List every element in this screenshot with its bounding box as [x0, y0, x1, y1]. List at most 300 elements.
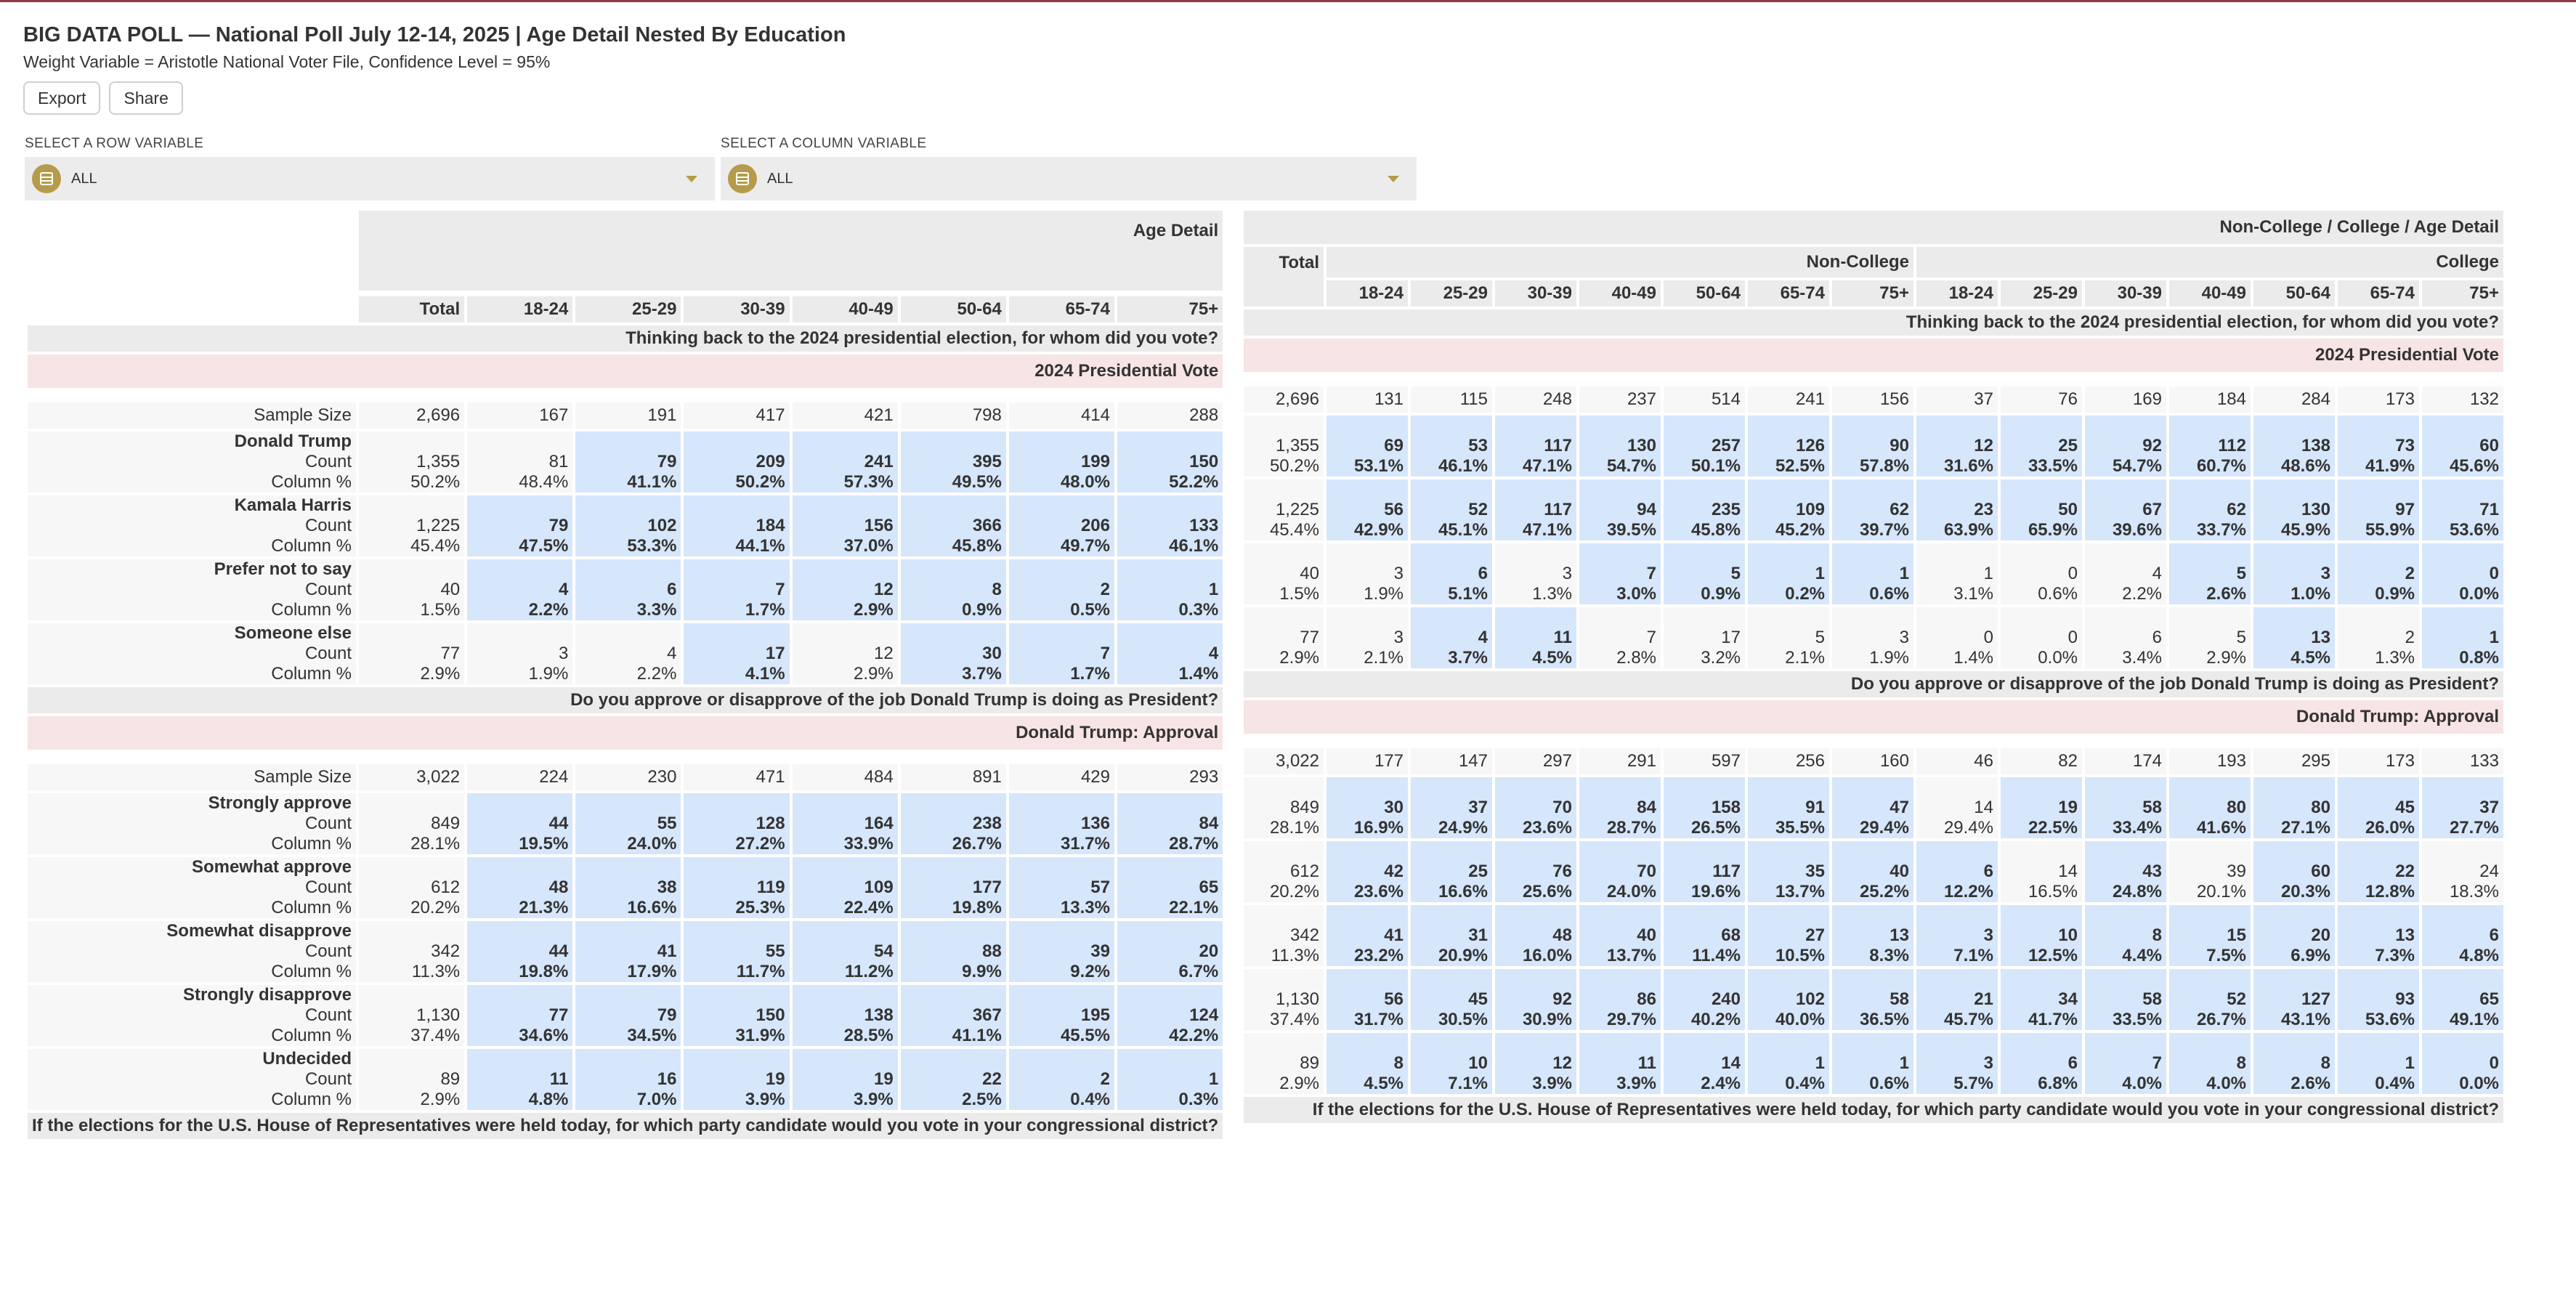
- cell-spacer: [1415, 479, 1488, 500]
- count-value: 257: [1711, 436, 1741, 455]
- column-percent-value: 2.6%: [2206, 584, 2246, 604]
- count-value: 1: [1983, 564, 1993, 583]
- cell-spacer: [2174, 607, 2246, 628]
- data-cell: [2001, 416, 2082, 477]
- cell-spacer: [2258, 777, 2330, 798]
- data-cell: [1327, 1033, 1408, 1094]
- cell-spacer: [2258, 969, 2330, 989]
- data-cell: [1117, 921, 1223, 982]
- data-cell: [1411, 777, 1492, 838]
- count-value: 7: [1100, 644, 1110, 663]
- column-percent-value: 4.0%: [2122, 1074, 2162, 1093]
- data-cell: [575, 921, 681, 982]
- data-cell: [2253, 607, 2335, 668]
- crosstab-education-age-detail: [1241, 208, 2506, 1126]
- data-cell: [1117, 1049, 1223, 1110]
- data-cell: [467, 559, 572, 620]
- data-cell: [793, 559, 898, 620]
- count-label: Count: [304, 878, 352, 897]
- column-percent-value: 3.1%: [1953, 584, 1993, 604]
- count-label: Count: [304, 644, 352, 663]
- data-cell: [2001, 1033, 2082, 1094]
- data-cell: [2169, 841, 2251, 902]
- count-value: 1: [2489, 628, 2499, 647]
- data-cell: [1244, 905, 1324, 966]
- cell-spacer: [2174, 777, 2246, 798]
- column-percent-value: 31.6%: [1943, 456, 1993, 476]
- data-cell: [1495, 1033, 1576, 1094]
- data-cell: [1579, 607, 1661, 668]
- column-percent-value: 27.7%: [2449, 818, 2499, 838]
- count-value: 130: [1627, 436, 1656, 455]
- data-cell: [1411, 543, 1492, 604]
- cell-spacer: [2089, 607, 2162, 628]
- cell-spacer: [1331, 969, 1404, 989]
- column-percent-value: 28.5%: [843, 1026, 894, 1045]
- data-cell: [2253, 777, 2335, 838]
- data-cell: [793, 431, 898, 493]
- count-value: 342: [431, 941, 461, 961]
- column-percent-value: 2.6%: [2291, 1074, 2330, 1093]
- table-list-icon: [32, 164, 61, 193]
- column-percent-value: 41.1%: [627, 472, 677, 492]
- data-cell: [575, 985, 681, 1046]
- data-cell: [2169, 479, 2251, 540]
- cell-spacer: [1584, 1033, 1656, 1053]
- sample-size-cell: 133: [2422, 748, 2503, 774]
- count-value: 39: [1090, 941, 1110, 961]
- count-value: 1,355: [1275, 436, 1319, 455]
- count-value: 77: [1300, 628, 1319, 647]
- count-value: 40: [1637, 925, 1656, 945]
- cell-spacer: [688, 985, 785, 1005]
- share-button[interactable]: Share: [109, 81, 182, 115]
- count-value: 50: [2058, 500, 2078, 519]
- cell-spacer: [363, 857, 460, 878]
- count-value: 81: [548, 452, 569, 471]
- count-value: 1,225: [416, 516, 461, 535]
- column-percent-value: 49.7%: [1060, 536, 1110, 556]
- cell-spacer: [797, 1049, 894, 1069]
- cell-spacer: [1331, 841, 1404, 862]
- data-cell: [1495, 479, 1576, 540]
- data-cell: [1832, 416, 1913, 477]
- column-percent-value: 4.1%: [745, 664, 785, 684]
- count-value: 12: [874, 580, 894, 599]
- column-percent-value: 42.9%: [1353, 520, 1404, 540]
- column-percent-value: 0.6%: [1869, 1074, 1909, 1093]
- data-cell: [1664, 841, 1745, 902]
- data-cell: [1327, 905, 1408, 966]
- sample-size-cell: 421: [793, 402, 898, 429]
- column-percent-value: 9.9%: [962, 962, 1002, 981]
- column-percent-value: 47.5%: [519, 536, 569, 556]
- question-text: If the elections for the U.S. House of Representatives were held today, for which party candidate would you vote in your congressional district?: [1244, 1097, 2503, 1123]
- column-percent-value: 48.0%: [1060, 472, 1110, 492]
- column-percent-value: 49.1%: [2449, 1010, 2499, 1029]
- column-percent-value: 37.4%: [1269, 1010, 1319, 1029]
- count-value: 156: [864, 516, 894, 535]
- cell-spacer: [580, 495, 676, 516]
- column-percent-value: 48.4%: [519, 472, 569, 492]
- cell-spacer: [1331, 416, 1404, 436]
- count-value: 30: [1384, 798, 1404, 817]
- variable-title: 2024 Presidential Vote: [1244, 339, 2503, 372]
- count-value: 16: [657, 1069, 677, 1089]
- cell-spacer: [1122, 985, 1218, 1005]
- data-cell: [2169, 607, 2251, 668]
- data-cell: [2001, 607, 2082, 668]
- column-percent-value: 7.1%: [1953, 946, 1993, 965]
- count-value: 7: [775, 580, 785, 599]
- column-percent-value: 31.9%: [735, 1026, 785, 1045]
- cell-spacer: [1836, 479, 1909, 500]
- column-percent-value: 3.9%: [1532, 1074, 1572, 1093]
- data-cell: [1327, 479, 1408, 540]
- data-cell: [575, 559, 681, 620]
- column-percent-value: 29.4%: [1943, 818, 1993, 838]
- data-cell: [1009, 857, 1114, 918]
- data-cell: [1832, 1033, 1913, 1094]
- count-value: 52: [2227, 989, 2246, 1009]
- column-percent-value: 4.8%: [528, 1090, 569, 1109]
- cell-spacer: [1122, 857, 1218, 878]
- cell-spacer: [1836, 416, 1909, 436]
- data-cell: [2422, 969, 2503, 1030]
- column-variable-value: ALL: [767, 170, 793, 187]
- table-row: [1244, 905, 2503, 966]
- cell-spacer: [1415, 416, 1488, 436]
- count-value: 17: [765, 644, 785, 663]
- cell-spacer: [580, 431, 676, 452]
- column-percent-value: 34.5%: [627, 1026, 677, 1045]
- cell-spacer: [2258, 479, 2330, 500]
- count-value: 35: [1805, 862, 1825, 881]
- column-percent-value: 31.7%: [1060, 834, 1110, 854]
- response-name: Someone else: [234, 623, 352, 643]
- data-cell: [1117, 431, 1223, 493]
- data-cell: [1579, 1033, 1661, 1094]
- data-cell: [2422, 777, 2503, 838]
- data-cell: [2422, 543, 2503, 604]
- data-cell: [359, 623, 464, 684]
- column-percent-value: 42.2%: [1169, 1026, 1219, 1045]
- column-percent-value: 2.2%: [528, 600, 569, 620]
- cell-spacer: [1013, 793, 1110, 814]
- count-value: 8: [2236, 1053, 2246, 1073]
- row-variable-dropdown[interactable]: [25, 157, 715, 200]
- cell-spacer: [1668, 607, 1741, 628]
- column-percent-value: 19.5%: [519, 834, 569, 854]
- cell-spacer: [2174, 969, 2246, 989]
- data-cell: [359, 431, 464, 493]
- response-label: [28, 1049, 356, 1110]
- table-row: [28, 431, 1223, 493]
- cell-spacer: [1122, 495, 1218, 516]
- sample-size-cell: 230: [575, 764, 681, 790]
- row-spacer: [1244, 737, 2503, 745]
- count-value: 158: [1711, 798, 1741, 817]
- cell-spacer: [1836, 969, 1909, 989]
- column-percent-value: 47.1%: [1522, 456, 1572, 476]
- column-percent-value: 40.2%: [1690, 1010, 1741, 1029]
- data-cell: [1916, 479, 1998, 540]
- group-header-college: College: [1916, 247, 2503, 277]
- count-value: 62: [2227, 500, 2246, 519]
- cell-spacer: [1584, 543, 1656, 564]
- data-cell: [2338, 777, 2419, 838]
- cell-spacer: [2426, 841, 2499, 862]
- cell-spacer: [1499, 1033, 1572, 1053]
- count-value: 55: [765, 941, 785, 961]
- data-cell: [467, 857, 572, 918]
- column-percent-value: 11.3%: [1271, 946, 1319, 965]
- sample-size-cell: 429: [1009, 764, 1114, 790]
- count-value: 37: [2479, 798, 2499, 817]
- cell-spacer: [1584, 607, 1656, 628]
- count-value: 67: [2142, 500, 2162, 519]
- count-value: 6: [2489, 925, 2499, 945]
- cell-spacer: [1248, 607, 1319, 628]
- column-percent-value: 20.1%: [2196, 882, 2246, 901]
- sample-size-label: Sample Size: [28, 402, 356, 429]
- count-value: 52: [1468, 500, 1488, 519]
- count-value: 4: [558, 580, 569, 599]
- column-percent-value: 26.5%: [1690, 818, 1741, 838]
- column-percent-value: 45.4%: [1269, 520, 1319, 540]
- count-value: 56: [1384, 989, 1404, 1009]
- cell-spacer: [1584, 905, 1656, 925]
- cell-spacer: [1248, 479, 1319, 500]
- cell-spacer: [1921, 841, 1993, 862]
- column-percent-value: 57.8%: [1859, 456, 1909, 476]
- count-value: 206: [1080, 516, 1110, 535]
- row-variable-selector: [25, 135, 715, 200]
- column-header: 30-39: [2085, 280, 2166, 307]
- column-percent-value: 16.9%: [1353, 818, 1404, 838]
- data-cell: [1748, 969, 1829, 1030]
- count-value: 235: [1711, 500, 1741, 519]
- count-value: 97: [2395, 500, 2415, 519]
- cell-spacer: [688, 431, 785, 452]
- column-header: 25-29: [575, 296, 681, 323]
- column-percent-value: 50.1%: [1690, 456, 1741, 476]
- column-header-total: Total: [1244, 247, 1324, 307]
- count-value: 150: [756, 1005, 785, 1025]
- count-value: 93: [2395, 989, 2415, 1009]
- response-label: [28, 431, 356, 493]
- cell-spacer: [1248, 841, 1319, 862]
- data-cell: [1244, 969, 1324, 1030]
- data-cell: [467, 921, 572, 982]
- data-cell: [1664, 905, 1745, 966]
- column-percent-value: 4.0%: [2206, 1074, 2246, 1093]
- count-value: 6: [2067, 1053, 2078, 1073]
- data-cell: [2085, 905, 2166, 966]
- cell-spacer: [2426, 1033, 2499, 1053]
- count-value: 40: [1890, 862, 1909, 881]
- chevron-down-icon: [686, 176, 697, 182]
- count-value: 136: [1080, 814, 1110, 833]
- cell-spacer: [2005, 1033, 2078, 1053]
- column-percent-value: 24.0%: [1606, 882, 1656, 901]
- cell-spacer: [1248, 777, 1319, 798]
- cell-spacer: [688, 793, 785, 814]
- data-cell: [1579, 905, 1661, 966]
- crosstab-age-detail: [25, 208, 1226, 1142]
- cell-spacer: [1668, 543, 1741, 564]
- count-value: 2: [1100, 1069, 1110, 1089]
- count-value: 1: [1899, 564, 1909, 583]
- cell-spacer: [471, 559, 568, 580]
- response-label: [28, 623, 356, 684]
- panel-title: Age Detail: [359, 211, 1223, 291]
- column-percent-value: 45.5%: [1060, 1026, 1110, 1045]
- column-percent-value: 0.0%: [2038, 648, 2078, 668]
- cell-spacer: [688, 495, 785, 516]
- column-percent-value: 60.7%: [2196, 456, 2246, 476]
- count-value: 849: [431, 814, 461, 833]
- count-value: 54: [874, 941, 894, 961]
- count-value: 14: [2058, 862, 2078, 881]
- count-value: 86: [1637, 989, 1656, 1009]
- response-label: [28, 985, 356, 1046]
- data-cell: [1832, 777, 1913, 838]
- column-percent-value: 13.7%: [1775, 882, 1825, 901]
- data-cell: [2253, 479, 2335, 540]
- cell-spacer: [1752, 905, 1825, 925]
- column-percent-value: 36.5%: [1859, 1010, 1909, 1029]
- cell-spacer: [1584, 416, 1656, 436]
- count-value: 240: [1711, 989, 1741, 1009]
- count-value: 117: [1544, 500, 1572, 519]
- count-value: 1: [1208, 1069, 1219, 1089]
- data-cell: [2169, 1033, 2251, 1094]
- data-cell: [793, 623, 898, 684]
- data-cell: [1495, 905, 1576, 966]
- count-value: 76: [1552, 862, 1572, 881]
- data-cell: [1495, 969, 1576, 1030]
- sample-size-cell: 237: [1579, 386, 1661, 413]
- cell-spacer: [1921, 905, 1993, 925]
- cell-spacer: [2089, 479, 2162, 500]
- data-cell: [684, 623, 789, 684]
- data-cell: [1411, 479, 1492, 540]
- sample-size-cell: 37: [1916, 386, 1998, 413]
- data-cell: [1009, 431, 1114, 493]
- export-button[interactable]: Export: [23, 81, 100, 115]
- response-name: Somewhat approve: [191, 857, 352, 877]
- column-percent-label: Column %: [271, 834, 352, 854]
- column-header: 75+: [1117, 296, 1223, 323]
- data-cell: [1244, 841, 1324, 902]
- data-cell: [1832, 841, 1913, 902]
- cell-spacer: [2426, 777, 2499, 798]
- cell-spacer: [797, 495, 894, 516]
- cell-spacer: [1415, 607, 1488, 628]
- action-buttons: [23, 81, 846, 115]
- data-cell: [1664, 607, 1745, 668]
- response-name: Somewhat disapprove: [166, 921, 352, 941]
- cell-spacer: [1836, 905, 1909, 925]
- data-cell: [2338, 607, 2419, 668]
- count-value: 41: [657, 941, 677, 961]
- data-cell: [467, 495, 572, 556]
- column-percent-value: 3.9%: [854, 1090, 894, 1109]
- count-value: 5: [1730, 564, 1741, 583]
- cell-spacer: [905, 1049, 1002, 1069]
- column-percent-value: 53.6%: [2365, 1010, 2415, 1029]
- response-label: [28, 495, 356, 556]
- column-percent-value: 52.5%: [1775, 456, 1825, 476]
- count-value: 79: [657, 1005, 677, 1025]
- column-percent-value: 2.1%: [1785, 648, 1825, 668]
- data-cell: [793, 1049, 898, 1110]
- count-value: 11: [549, 1069, 569, 1089]
- cell-spacer: [363, 921, 460, 941]
- data-cell: [1117, 857, 1223, 918]
- data-cell: [1009, 1049, 1114, 1110]
- top-accent-line: [0, 0, 2576, 2]
- column-percent-value: 28.1%: [410, 834, 461, 854]
- data-cell: [1117, 495, 1223, 556]
- sample-size-cell: 248: [1495, 386, 1576, 413]
- count-value: 41: [1384, 925, 1404, 945]
- column-header: 65-74: [2338, 280, 2419, 307]
- sample-size-cell: 3,022: [1244, 748, 1324, 774]
- column-percent-value: 13.7%: [1606, 946, 1656, 965]
- column-percent-value: 45.1%: [1438, 520, 1488, 540]
- cell-spacer: [2174, 543, 2246, 564]
- cell-spacer: [580, 559, 676, 580]
- column-variable-dropdown[interactable]: [721, 157, 1417, 200]
- data-cell: [684, 921, 789, 982]
- cell-spacer: [471, 623, 568, 644]
- cell-spacer: [1122, 623, 1218, 644]
- count-value: 92: [1552, 989, 1572, 1009]
- data-cell: [1411, 969, 1492, 1030]
- column-percent-value: 30.9%: [1522, 1010, 1572, 1029]
- sample-size-cell: 291: [1579, 748, 1661, 774]
- cell-spacer: [471, 431, 568, 452]
- cell-spacer: [1415, 1033, 1488, 1053]
- sample-size-cell: 46: [1916, 748, 1998, 774]
- variable-title: Donald Trump: Approval: [28, 716, 1223, 750]
- cell-spacer: [1415, 969, 1488, 989]
- data-cell: [1009, 623, 1114, 684]
- column-percent-value: 5.1%: [1448, 584, 1488, 604]
- column-percent-value: 47.1%: [1522, 520, 1572, 540]
- count-value: 27: [1805, 925, 1825, 945]
- table-row: [1244, 607, 2503, 668]
- count-value: 8: [2320, 1053, 2330, 1073]
- cell-spacer: [580, 1049, 676, 1069]
- data-cell: [793, 495, 898, 556]
- count-label: Count: [304, 452, 352, 471]
- cell-spacer: [580, 623, 676, 644]
- column-percent-value: 8.3%: [1869, 946, 1909, 965]
- cell-spacer: [905, 793, 1002, 814]
- response-name: Donald Trump: [234, 431, 352, 451]
- count-value: 138: [2301, 436, 2330, 455]
- column-percent-value: 22.4%: [843, 898, 894, 917]
- data-cell: [2338, 905, 2419, 966]
- data-cell: [901, 495, 1006, 556]
- cell-spacer: [2005, 479, 2078, 500]
- column-header-total: Total: [359, 296, 464, 323]
- cell-spacer: [1415, 777, 1488, 798]
- cell-spacer: [363, 1049, 460, 1069]
